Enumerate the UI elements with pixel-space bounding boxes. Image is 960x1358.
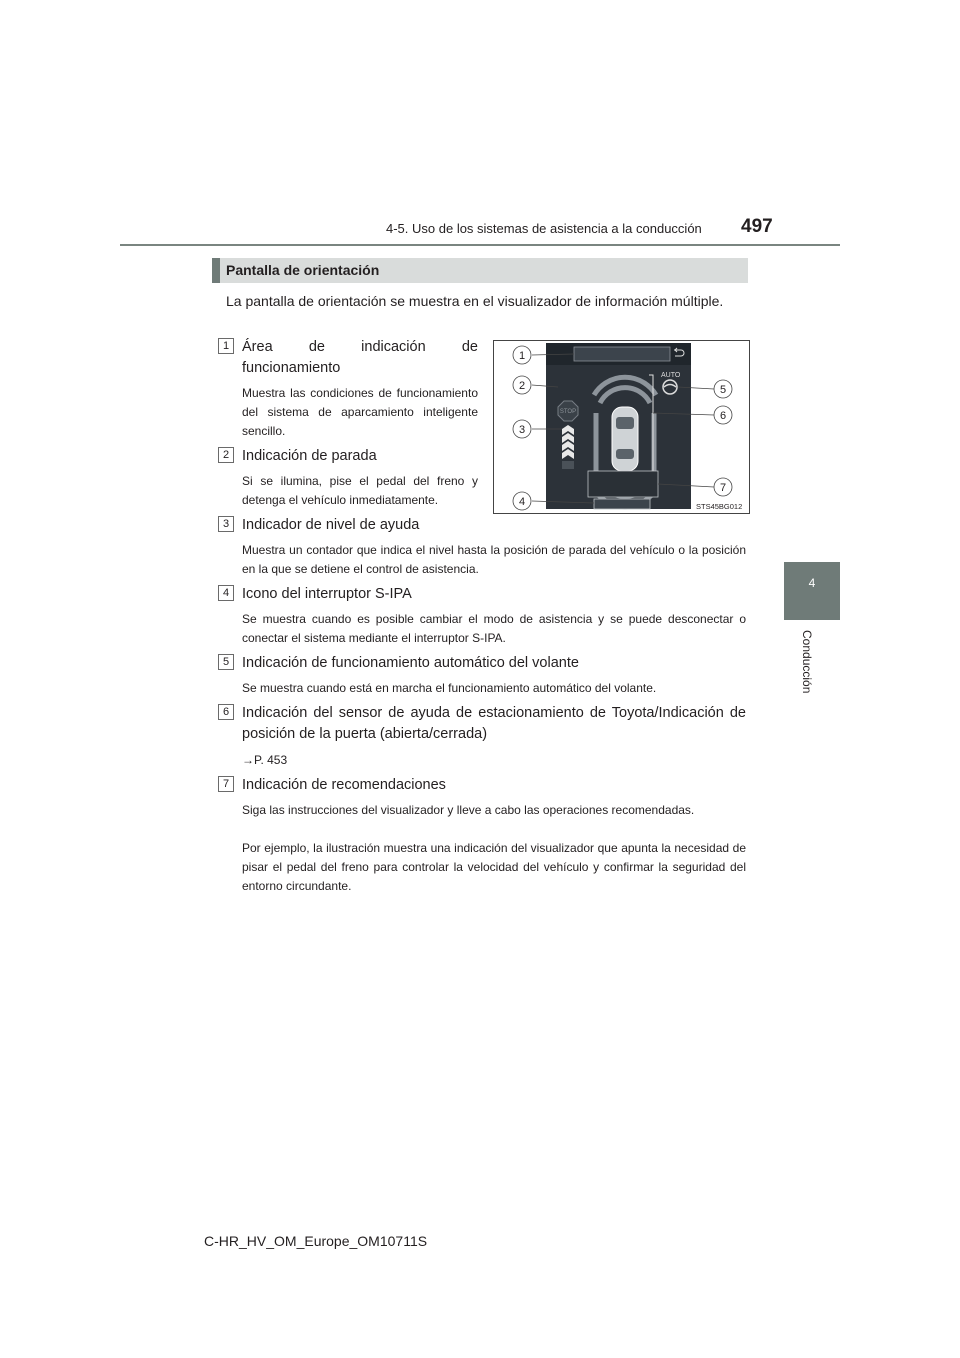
- figure-code: STS45BG012: [696, 502, 743, 511]
- item-desc-5: Se muestra cuando está en marcha el funcionamiento automático del volante.: [242, 681, 657, 695]
- item-number-6: 6: [218, 704, 234, 720]
- item-desc-6: →P. 453: [242, 753, 288, 767]
- header-rule: [120, 244, 840, 246]
- section-heading-accent: [212, 258, 220, 283]
- callout-4: 4: [518, 496, 526, 508]
- section-intro: La pantalla de orientación se muestra en el visualizador de información múltiple.: [226, 293, 724, 309]
- callout-6: 6: [719, 410, 727, 422]
- item-title-5: Indicación de funcionamiento automático del volante: [242, 655, 579, 671]
- callout-2: 2: [518, 380, 526, 392]
- callout-1: 1: [518, 350, 526, 362]
- recommendation-area: [588, 471, 658, 497]
- chapter-number: 4: [808, 576, 816, 590]
- page-number: 497: [741, 216, 773, 237]
- item-title-7: Indicación de recomendaciones: [242, 777, 446, 793]
- item-desc-2: Si se ilumina, pise el pedal del freno y detenga el vehículo inmediatamente.: [242, 474, 478, 507]
- callout-5: 5: [719, 384, 727, 396]
- item-number-2: 2: [218, 447, 234, 463]
- guidance-screen-illustration: [494, 341, 749, 513]
- item-desc-7: Siga las instrucciones del visualizador y lleve a cabo las operaciones recomendadas.: [242, 803, 695, 817]
- item-number-5: 5: [218, 654, 234, 670]
- item-number-4: 4: [218, 585, 234, 601]
- item-title-3: Indicador de nivel de ayuda: [242, 517, 420, 533]
- callout-3: 3: [518, 424, 526, 436]
- item-title-4: Icono del interruptor S-IPA: [242, 586, 412, 602]
- running-header-section: 4-5. Uso de los sistemas de asistencia a la conducción: [386, 221, 702, 236]
- item-desc-3: Muestra un contador que indica el nivel hasta la posición de parada del vehículo o la posición en la que se detiene el control de asistencia.: [242, 543, 746, 576]
- item-desc-4: Se muestra cuando es posible cambiar el modo de asistencia y se puede desconectar o conectar el sistema mediante el interruptor S-IPA.: [242, 612, 746, 645]
- item-desc-1: Muestra las condiciones de funcionamiento del sistema de aparcamiento inteligente sencillo.: [242, 386, 478, 438]
- item-title-1: Área de indicación de funcionamiento: [242, 339, 478, 376]
- item-title-6: Indicación del sensor de ayuda de estacionamiento de Toyota/Indicación de posición de la puerta (abierta/cerrada): [242, 705, 746, 742]
- guidance-screen-figure: [493, 340, 750, 514]
- section-title: Pantalla de orientación: [226, 262, 380, 278]
- item-number-3: 3: [218, 516, 234, 532]
- auto-label: AUTO: [661, 372, 681, 379]
- item-number-7: 7: [218, 776, 234, 792]
- chapter-tab: [784, 562, 840, 620]
- item-number-1: 1: [218, 338, 234, 354]
- document-code: C-HR_HV_OM_Europe_OM10711S: [204, 1233, 428, 1249]
- operation-area: [574, 347, 670, 361]
- s-ipa-switch-icon: [594, 499, 650, 509]
- vehicle-icon: [612, 407, 638, 471]
- item-title-2: Indicación de parada: [242, 448, 377, 464]
- item-desc-7-example: Por ejemplo, la ilustración muestra una indicación del visualizador que apunta la necesidad de pisar el pedal del freno para controlar la velocidad del vehículo y confirmar la seguridad del entorno circundante.: [242, 841, 746, 893]
- callout-7: 7: [719, 482, 727, 494]
- chapter-name: Conducción: [800, 630, 814, 694]
- stop-label: STOP: [559, 409, 577, 415]
